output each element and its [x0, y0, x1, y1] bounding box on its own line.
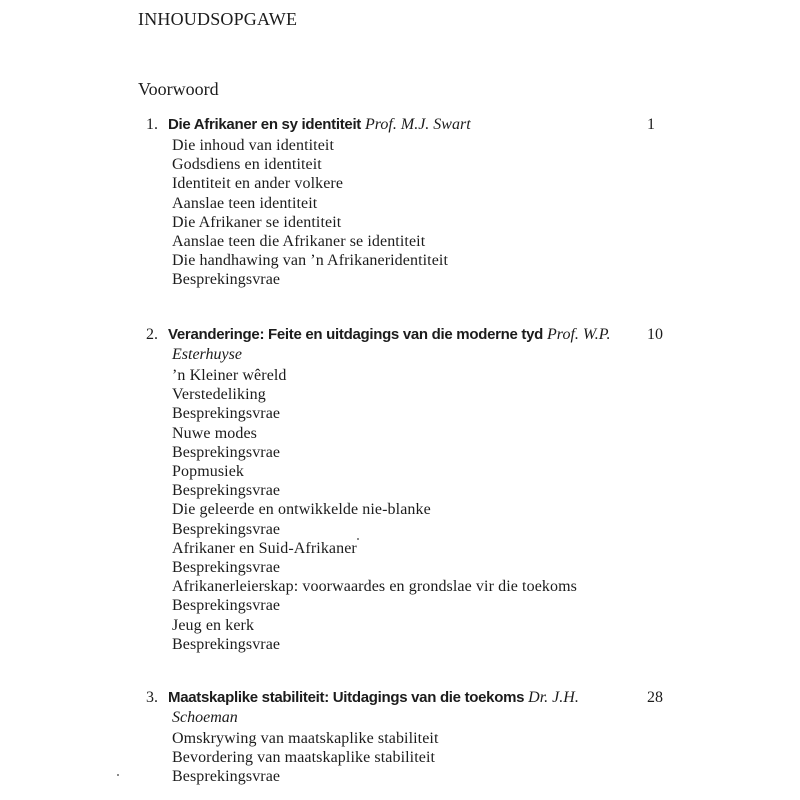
chapter-author-continued: Esterhuyse [172, 346, 242, 363]
chapter-title: Maatskaplike stabiliteit: Uitdagings van die toekoms [168, 689, 525, 706]
toc-entry: Besprekingsvrae [172, 768, 281, 786]
toc-entry: Die Afrikaner se identiteit [172, 213, 342, 231]
chapter-number: 3. [146, 689, 158, 706]
toc-entry: Popmusiek [172, 463, 245, 481]
chapter-entries [172, 366, 577, 654]
chapter-heading [146, 688, 579, 708]
chapter-entries [172, 729, 439, 787]
chapter-heading [146, 325, 610, 345]
toc-entry: Verstedeliking [172, 386, 266, 404]
chapter-title: Die Afrikaner en sy identiteit [168, 116, 362, 133]
toc-entry: Afrikaner en Suid-Afrikaner [172, 539, 357, 557]
toc-entry: Godsdiens en identiteit [172, 156, 322, 174]
chapter-author: Prof. M.J. Swart [365, 116, 471, 133]
chapter-author: Dr. J.H. [528, 689, 579, 706]
toc-entry: Besprekingsvrae [172, 271, 281, 289]
toc-entry: Aanslae teen die Afrikaner se identiteit [172, 233, 426, 251]
toc-entry: Identiteit en ander volkere [172, 175, 344, 193]
chapter-page-number: 28 [647, 689, 663, 706]
toc-entry: Afrikanerleierskap: voorwaardes en grondslae vir die toekoms [172, 578, 577, 596]
foreword-entry: Voorwoord [138, 79, 219, 99]
chapter-title: Veranderinge: Feite en uitdagings van die moderne tyd [168, 326, 544, 343]
toc-entry: Besprekingsvrae [172, 405, 281, 423]
toc-entry: Jeug en kerk [172, 616, 255, 634]
toc-entry: Aanslae teen identiteit [172, 194, 318, 212]
chapter-page-number: 1 [647, 116, 655, 133]
chapter-number: 1. [146, 116, 158, 133]
toc-entry: Besprekingsvrae [172, 559, 281, 577]
chapter-entries [172, 136, 448, 290]
toc-entry: Die inhoud van identiteit [172, 137, 335, 154]
toc-entry: Besprekingsvrae [172, 482, 281, 500]
toc-entry: Besprekingsvrae [172, 635, 281, 653]
page-title: INHOUDSOPGAWE [138, 9, 298, 29]
chapter-author-continued: Schoeman [172, 709, 238, 726]
toc-entry: Besprekingsvrae [172, 520, 281, 538]
toc-entry: ’n Kleiner wêreld [172, 367, 287, 384]
toc-entry: Omskrywing van maatskaplike stabiliteit [172, 730, 439, 747]
chapter-heading [146, 115, 471, 135]
toc-entry: Bevordering van maatskaplike stabiliteit [172, 749, 436, 767]
chapter-page-number: 10 [647, 326, 663, 343]
toc-entry: Die geleerde en ontwikkelde nie-blanke [172, 501, 431, 519]
scan-speck [117, 774, 119, 776]
toc-entry: Nuwe modes [172, 424, 257, 442]
toc-entry: Die handhawing van ’n Afrikaneridentiteit [172, 252, 449, 270]
chapter-author: Prof. W.P. [547, 326, 611, 343]
toc-entry: Besprekingsvrae [172, 597, 281, 615]
scan-speck [357, 538, 359, 540]
toc-entry: Besprekingsvrae [172, 443, 281, 461]
chapter-number: 2. [146, 326, 158, 343]
